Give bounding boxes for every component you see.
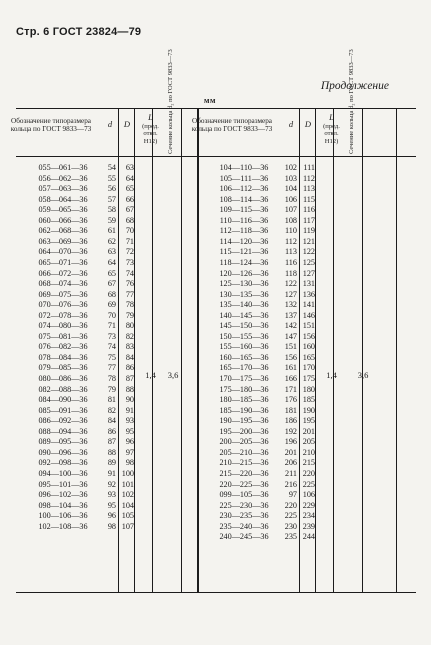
designation-cell-left: 063—069—36: [38, 236, 88, 246]
designation-cell-right: 114—120—36: [219, 236, 269, 246]
header-L-note-left: (пред. откл. H12): [142, 123, 159, 145]
D-cell-left: 100: [121, 468, 134, 478]
D-cell-right: 160: [302, 342, 315, 352]
designation-cell-right: 150—155—36: [219, 331, 269, 341]
designation-cell-right: 099—105—36: [219, 490, 269, 500]
d-cell-right: 206: [284, 458, 297, 468]
designation-cell-left: 065—071—36: [38, 257, 88, 267]
d-cell-left: 59: [107, 215, 116, 225]
header-D-left: D: [123, 119, 131, 129]
d-cell-left: 88: [107, 447, 116, 457]
designation-cell-right: 115—121—36: [219, 247, 269, 257]
d-cell-right: 230: [284, 521, 297, 531]
d-cell-right: 186: [284, 416, 297, 426]
D-cell-right: 215: [302, 458, 315, 468]
d-cell-left: 57: [107, 194, 116, 204]
d-cell-left: 54: [107, 163, 116, 172]
designation-cell-left: 072—078—36: [38, 310, 88, 320]
d-cell-right: 235: [284, 532, 297, 542]
D-cell-right: 121: [302, 236, 315, 246]
d-cell-right: 156: [284, 352, 297, 362]
d-cell-left: 98: [107, 521, 116, 531]
designation-cell-right: 210—215—36: [219, 458, 269, 468]
D-cell-left: 104: [121, 500, 134, 510]
designation-cell-right: 106—112—36: [219, 184, 269, 194]
designation-cell-left: 090—096—36: [38, 447, 88, 457]
d-cell-left: 93: [107, 490, 116, 500]
D-cell-right: 116: [303, 205, 315, 215]
designation-cell-left: 088—094—36: [38, 426, 88, 436]
designation-cell-right: 190—195—36: [219, 416, 269, 426]
d-cell-right: 171: [284, 384, 297, 394]
D-cell-left: 107: [121, 521, 134, 531]
header-L-note-right: (пред. откл. H12): [323, 123, 340, 145]
header-section-right: Сечение кольца d₂ по ГОСТ 9833—73: [348, 49, 355, 154]
D-cell-left: 71: [125, 236, 134, 246]
D-cell-right: 125: [302, 257, 315, 267]
D-cell-left: 82: [125, 331, 134, 341]
D-cell-left: 102: [121, 490, 134, 500]
d-cell-right: 102: [284, 163, 297, 172]
designation-cell-left: 066—072—36: [38, 268, 88, 278]
d-cell-left: 62: [107, 236, 116, 246]
designation-cell-left: 076—082—36: [38, 342, 88, 352]
D-cell-right: 205: [302, 437, 315, 447]
d-cell-left: 77: [107, 363, 116, 373]
D-cell-right: 229: [302, 500, 315, 510]
D-cell-right: 115: [303, 194, 315, 204]
designation-cell-left: 055—061—36: [38, 163, 88, 172]
D-cell-right: 165: [302, 352, 315, 362]
d-cell-right: 132: [284, 300, 297, 310]
D-cell-left: 67: [125, 205, 134, 215]
d-cell-right: 196: [284, 437, 297, 447]
d-cell-right: 118: [285, 268, 297, 278]
designation-cell-right: 130—135—36: [219, 289, 269, 299]
D-cell-left: 98: [125, 458, 134, 468]
d-cell-left: 71: [107, 321, 116, 331]
column-divider: [134, 108, 135, 592]
D-cell-right: 141: [302, 300, 315, 310]
designation-cell-right: 180—185—36: [219, 395, 269, 405]
designation-cell-right: 175—180—36: [219, 384, 269, 394]
D-cell-right: 190: [302, 405, 315, 415]
d-cell-right: 107: [284, 205, 297, 215]
designation-cell-right: 220—225—36: [219, 479, 269, 489]
d-cell-right: 137: [284, 310, 297, 320]
D-cell-right: 119: [303, 226, 315, 236]
designation-cell-left: 079—085—36: [38, 363, 88, 373]
designation-cell-right: 205—210—36: [219, 447, 269, 457]
D-cell-right: 185: [302, 395, 315, 405]
D-cell-left: 86: [125, 363, 134, 373]
D-cell-left: 96: [125, 437, 134, 447]
D-cell-left: 83: [125, 342, 134, 352]
d-cell-right: 106: [284, 194, 297, 204]
d-cell-right: 104: [284, 184, 297, 194]
designation-cell-right: 109—115—36: [219, 205, 269, 215]
designation-cell-right: 118—124—36: [219, 257, 269, 267]
designation-cell-left: 057—063—36: [38, 184, 88, 194]
designation-cell-left: 062—068—36: [38, 226, 88, 236]
designation-cell-right: 145—150—36: [219, 321, 269, 331]
d-cell-left: 58: [107, 205, 116, 215]
designation-cell-right: 108—114—36: [219, 194, 269, 204]
section-value-right: 3,6: [357, 370, 369, 380]
units-label: мм: [204, 96, 216, 105]
d-cell-right: 216: [284, 479, 297, 489]
D-cell-right: 127: [302, 268, 315, 278]
designation-cell-left: 070—076—36: [38, 300, 88, 310]
designation-cell-right: 185—190—36: [219, 405, 269, 415]
d-cell-right: 113: [285, 247, 297, 257]
designation-cell-right: 225—230—36: [219, 500, 269, 510]
d-cell-left: 91: [107, 468, 116, 478]
designation-cell-left: 082—088—36: [38, 384, 88, 394]
D-cell-left: 70: [125, 226, 134, 236]
designation-cell-left: 094—100—36: [38, 468, 88, 478]
d-cell-left: 81: [107, 395, 116, 405]
designation-cell-left: 075—081—36: [38, 331, 88, 341]
D-cell-right: 113: [303, 184, 315, 194]
D-cell-right: 244: [302, 532, 315, 542]
d-cell-right: 211: [285, 468, 297, 478]
d-cell-right: 142: [284, 321, 297, 331]
designation-cell-left: 060—066—36: [38, 215, 88, 225]
header-d-right: d: [288, 119, 294, 129]
D-cell-left: 63: [125, 163, 134, 172]
D-cell-right: 122: [302, 247, 315, 257]
d-cell-left: 96: [107, 511, 116, 521]
D-cell-right: 234: [302, 511, 315, 521]
designation-cell-left: 086—092—36: [38, 416, 88, 426]
D-cell-left: 91: [125, 405, 134, 415]
column-divider: [333, 108, 334, 592]
designation-cell-left: 096—102—36: [38, 490, 88, 500]
D-cell-left: 74: [125, 268, 134, 278]
D-cell-right: 175: [302, 374, 315, 383]
designation-cell-left: 085—091—36: [38, 405, 88, 415]
d-cell-left: 55: [107, 173, 116, 183]
D-cell-left: 84: [125, 352, 134, 362]
designation-cell-right: 165—170—36: [219, 363, 269, 373]
designation-cell-right: 155—160—36: [219, 342, 269, 352]
D-cell-left: 90: [125, 395, 134, 405]
D-cell-right: 225: [302, 479, 315, 489]
designation-cell-right: 125—130—36: [219, 279, 269, 289]
d-cell-left: 84: [107, 416, 116, 426]
designation-cell-left: 059—065—36: [38, 205, 88, 215]
d-cell-right: 127: [284, 289, 297, 299]
d-cell-left: 82: [107, 405, 116, 415]
d-cell-right: 166: [284, 374, 297, 383]
D-cell-left: 101: [121, 479, 134, 489]
D-cell-left: 97: [125, 447, 134, 457]
D-cell-right: 156: [302, 331, 315, 341]
d-cell-right: 181: [284, 405, 297, 415]
D-cell-right: 112: [303, 173, 315, 183]
D-cell-right: 117: [303, 215, 315, 225]
d-cell-right: 201: [284, 447, 297, 457]
d-cell-right: 110: [285, 226, 297, 236]
L-value-left: 1,4: [145, 370, 156, 380]
designation-cell-right: 200—205—36: [219, 437, 269, 447]
header-L-right: L: [329, 112, 334, 122]
designation-cell-left: 068—074—36: [38, 279, 88, 289]
D-cell-right: 146: [302, 310, 315, 320]
designation-cell-right: 120—126—36: [219, 268, 269, 278]
d-cell-right: 112: [285, 236, 297, 246]
D-cell-right: 180: [302, 384, 315, 394]
designation-cell-right: 112—118—36: [219, 226, 269, 236]
D-cell-left: 77: [125, 289, 134, 299]
designation-cell-left: 080—086—36: [38, 374, 88, 383]
d-cell-left: 95: [107, 500, 116, 510]
D-cell-left: 95: [125, 426, 134, 436]
D-cell-left: 72: [125, 247, 134, 257]
D-cell-right: 170: [302, 363, 315, 373]
designation-cell-left: 058—064—36: [38, 194, 88, 204]
d-cell-left: 86: [107, 426, 116, 436]
d-cell-left: 78: [107, 374, 116, 383]
d-cell-right: 108: [284, 215, 297, 225]
d-cell-left: 89: [107, 458, 116, 468]
d-cell-right: 122: [284, 279, 297, 289]
header-D-right: D: [304, 119, 312, 129]
column-divider: [362, 108, 363, 592]
d-cell-right: 147: [284, 331, 297, 341]
d-cell-left: 73: [107, 331, 116, 341]
D-cell-right: 151: [302, 321, 315, 331]
header-L-left: L: [148, 112, 153, 122]
d-cell-right: 192: [284, 426, 297, 436]
designation-cell-left: 064—070—36: [38, 247, 88, 257]
D-cell-left: 105: [121, 511, 134, 521]
d-cell-left: 69: [107, 300, 116, 310]
column-divider: [315, 108, 316, 592]
D-cell-left: 64: [125, 173, 134, 183]
d-cell-right: 225: [284, 511, 297, 521]
designation-cell-right: 135—140—36: [219, 300, 269, 310]
d-cell-left: 70: [107, 310, 116, 320]
header-section-left: Сечение кольца d₂ по ГОСТ 9833—73: [167, 49, 174, 154]
D-cell-left: 66: [125, 194, 134, 204]
table-top-rule: [16, 108, 416, 109]
designation-cell-left: 089—095—36: [38, 437, 88, 447]
designation-cell-right: 170—175—36: [219, 374, 269, 383]
D-cell-right: 210: [302, 447, 315, 457]
D-cell-left: 87: [125, 374, 134, 383]
d-cell-right: 103: [284, 173, 297, 183]
designation-cell-left: 078—084—36: [38, 352, 88, 362]
d-cell-left: 74: [107, 342, 116, 352]
designation-cell-left: 100—106—36: [38, 511, 88, 521]
D-cell-right: 220: [302, 468, 315, 478]
designation-cell-right: 240—245—36: [219, 532, 269, 542]
d-cell-right: 116: [285, 257, 297, 267]
D-cell-left: 93: [125, 416, 134, 426]
d-cell-left: 64: [107, 257, 116, 267]
designation-cell-right: 215—220—36: [219, 468, 269, 478]
designation-cell-left: 069—075—36: [38, 289, 88, 299]
D-cell-right: 136: [302, 289, 315, 299]
d-cell-right: 161: [284, 363, 297, 373]
d-cell-left: 68: [107, 289, 116, 299]
D-cell-left: 73: [125, 257, 134, 267]
header-bottom-rule: [16, 156, 416, 157]
header-designation-left: Обозначение типоразмера кольца по ГОСТ 9833—73: [10, 117, 92, 134]
d-cell-right: 220: [284, 500, 297, 510]
designation-cell-right: 105—111—36: [219, 173, 269, 183]
designation-cell-right: 230—235—36: [219, 511, 269, 521]
designation-cell-right: 110—116—36: [219, 215, 269, 225]
D-cell-right: 106: [302, 490, 315, 500]
D-cell-right: 195: [302, 416, 315, 426]
header-d-left: d: [107, 119, 113, 129]
D-cell-left: 88: [125, 384, 134, 394]
designation-cell-right: 195—200—36: [219, 426, 269, 436]
d-cell-right: 97: [288, 490, 297, 500]
table-bottom-rule: [16, 592, 416, 593]
L-value-right: 1,4: [326, 370, 337, 380]
D-cell-left: 78: [125, 300, 134, 310]
page-header: Стр. 6 ГОСТ 23824—79: [16, 26, 142, 38]
d-cell-left: 65: [107, 268, 116, 278]
designation-cell-left: 084—090—36: [38, 395, 88, 405]
column-divider: [396, 108, 397, 592]
designation-cell-right: 235—240—36: [219, 521, 269, 531]
designation-cell-left: 092—098—36: [38, 458, 88, 468]
d-cell-left: 67: [107, 279, 116, 289]
D-cell-left: 80: [125, 321, 134, 331]
d-cell-left: 63: [107, 247, 116, 257]
d-cell-left: 87: [107, 437, 116, 447]
designation-cell-right: 104—110—36: [219, 163, 269, 172]
D-cell-left: 65: [125, 184, 134, 194]
section-value-left: 3,6: [167, 370, 179, 380]
D-cell-left: 76: [125, 279, 134, 289]
d-cell-left: 61: [107, 226, 116, 236]
D-cell-left: 68: [125, 215, 134, 225]
continuation-label: Продолжение: [320, 80, 389, 92]
D-cell-left: 79: [125, 310, 134, 320]
d-cell-right: 151: [284, 342, 297, 352]
d-cell-left: 79: [107, 384, 116, 394]
designation-cell-right: 140—145—36: [219, 310, 269, 320]
d-cell-left: 56: [107, 184, 116, 194]
designation-cell-right: 160—165—36: [219, 352, 269, 362]
D-cell-right: 239: [302, 521, 315, 531]
D-cell-right: 201: [302, 426, 315, 436]
designation-cell-left: 074—080—36: [38, 321, 88, 331]
designation-cell-left: 098—104—36: [38, 500, 88, 510]
designation-cell-left: 095—101—36: [38, 479, 88, 489]
d-cell-left: 75: [107, 352, 116, 362]
designation-cell-left: 056—062—36: [38, 173, 88, 183]
d-cell-left: 92: [107, 479, 116, 489]
d-cell-right: 176: [284, 395, 297, 405]
column-divider: [152, 108, 153, 592]
D-cell-right: 111: [303, 163, 315, 172]
column-divider: [181, 108, 182, 592]
designation-cell-left: 102—108—36: [38, 521, 88, 531]
D-cell-right: 131: [302, 279, 315, 289]
header-designation-right: Обозначение типоразмера кольца по ГОСТ 9833—73: [191, 117, 273, 134]
